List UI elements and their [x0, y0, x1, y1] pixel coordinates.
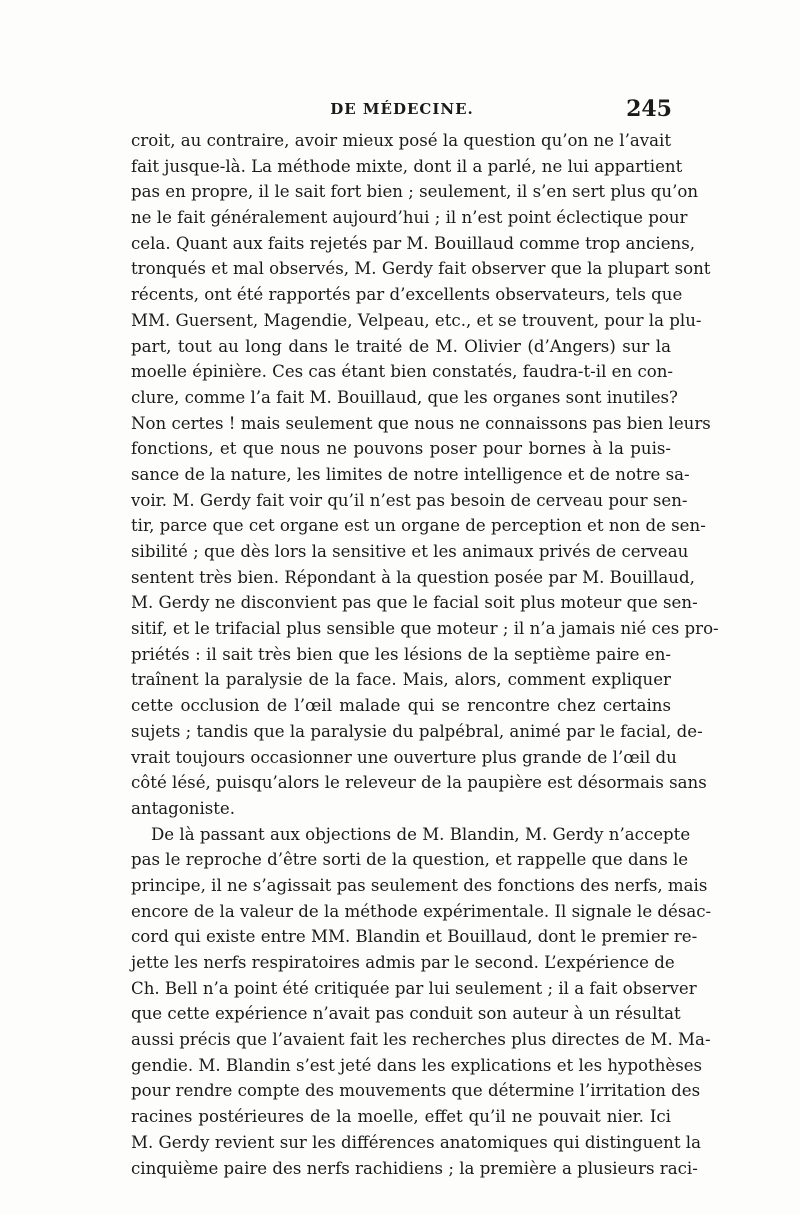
text-line: traînent la paralysie de la face. Mais, alors, comment expliquer [131, 670, 671, 690]
page-number: 245 [626, 96, 672, 122]
text-line: cette occlusion de l’œil malade qui se rencontre chez certains [131, 696, 671, 716]
text-line: jette les nerfs respiratoires admis par le second. L’expérience de [131, 953, 675, 972]
text-line: pour rendre compte des mouvements que détermine l’irritation des [131, 1081, 701, 1101]
text-line: sance de la nature, les limites de notre intelligence et de notre sa- [131, 464, 690, 484]
text-line: De là passant aux objections de M. Blandin, M. Gerdy n’accepte [151, 824, 691, 844]
text-line: cela. Quant aux faits rejetés par M. Bouillaud comme trop anciens, [131, 233, 696, 253]
text-line: pas le reproche d’être sorti de la question, et rappelle que dans le [131, 850, 689, 870]
text-line: cord qui existe entre MM. Blandin et Bouillaud, dont le premier re- [131, 927, 698, 947]
text-line: encore de la valeur de la méthode expérimentale. Il signale le désac- [131, 901, 712, 921]
body-text [131, 128, 719, 1181]
text-line: récents, ont été rapportés par d’excellents observateurs, tels que [131, 285, 683, 305]
text-line: MM. Guersent, Magendie, Velpeau, etc., et se trouvent, pour la plu- [131, 310, 702, 330]
text-line: priétés : il sait très bien que les lésions de la septième paire en- [131, 644, 671, 664]
text-line: vrait toujours occasionner une ouverture plus grande de l’œil du [131, 747, 677, 767]
text-line: antagoniste. [131, 798, 236, 818]
text-line: M. Gerdy ne disconvient pas que le facial soit plus moteur que sen- [131, 593, 698, 613]
text-line: clure, comme l’a fait M. Bouillaud, que les organes sont inutiles? [131, 387, 678, 407]
text-line: racines postérieures de la moelle, effet qu’il ne pouvait nier. Ici [131, 1107, 671, 1127]
text-line: aussi précis que l’avaient fait les recherches plus directes de M. Ma- [131, 1030, 711, 1050]
text-line: cinquième paire des nerfs rachidiens ; la première a plusieurs raci- [131, 1158, 698, 1178]
text-line: ne le fait généralement aujourd’hui ; il n’est point éclectique pour [131, 208, 688, 228]
text-line: pas en propre, il le sait fort bien ; seulement, il s’en sert plus qu’on [131, 182, 699, 202]
text-line: moelle épinière. Ces cas étant bien constatés, faudra-t-il en con- [131, 362, 674, 382]
text-line: sibilité ; que dès lors la sensitive et les animaux privés de cerveau [131, 542, 689, 561]
text-line: Non certes ! mais seulement que nous ne connaissons pas bien leurs [131, 413, 711, 433]
text-line: fait jusque-là. La méthode mixte, dont il a parlé, ne lui appartient [131, 156, 683, 176]
text-line: que cette expérience n’avait pas conduit son auteur à un résultat [131, 1004, 681, 1024]
running-title: DE MÉDECINE. [330, 100, 474, 118]
text-line: voir. M. Gerdy fait voir qu’il n’est pas besoin de cerveau pour sen- [131, 490, 688, 510]
text-line: M. Gerdy revient sur les différences anatomiques qui distinguent la [131, 1132, 701, 1152]
running-head [132, 96, 672, 124]
text-line: tronqués et mal observés, M. Gerdy fait observer que la plupart sont [131, 259, 711, 279]
text-line: sujets ; tandis que la paralysie du palpébral, animé par le facial, de- [131, 721, 703, 741]
text-line: part, tout au long dans le traité de M. Olivier (d’Angers) sur la [131, 336, 671, 356]
text-line: Ch. Bell n’a point été critiquée par lui seulement ; il a fait observer [131, 978, 697, 998]
text-line: fonctions, et que nous ne pouvons poser pour bornes à la puis- [131, 439, 671, 459]
text-line: tir, parce que cet organe est un organe de perception et non de sen- [131, 516, 706, 536]
text-line: croit, au contraire, avoir mieux posé la question qu’on ne l’avait [131, 131, 671, 150]
text-line: gendie. M. Blandin s’est jeté dans les explications et les hypothèses [131, 1055, 703, 1075]
text-line: sitif, et le trifacial plus sensible que moteur ; il n’a jamais nié ces pro- [131, 619, 719, 639]
text-line: côté lésé, puisqu’alors le releveur de la paupière est désormais sans [131, 773, 707, 793]
text-line: principe, il ne s’agissait pas seulement des fonctions des nerfs, mais [131, 875, 708, 895]
text-line: sentent très bien. Répondant à la question posée par M. Bouillaud, [131, 567, 695, 587]
